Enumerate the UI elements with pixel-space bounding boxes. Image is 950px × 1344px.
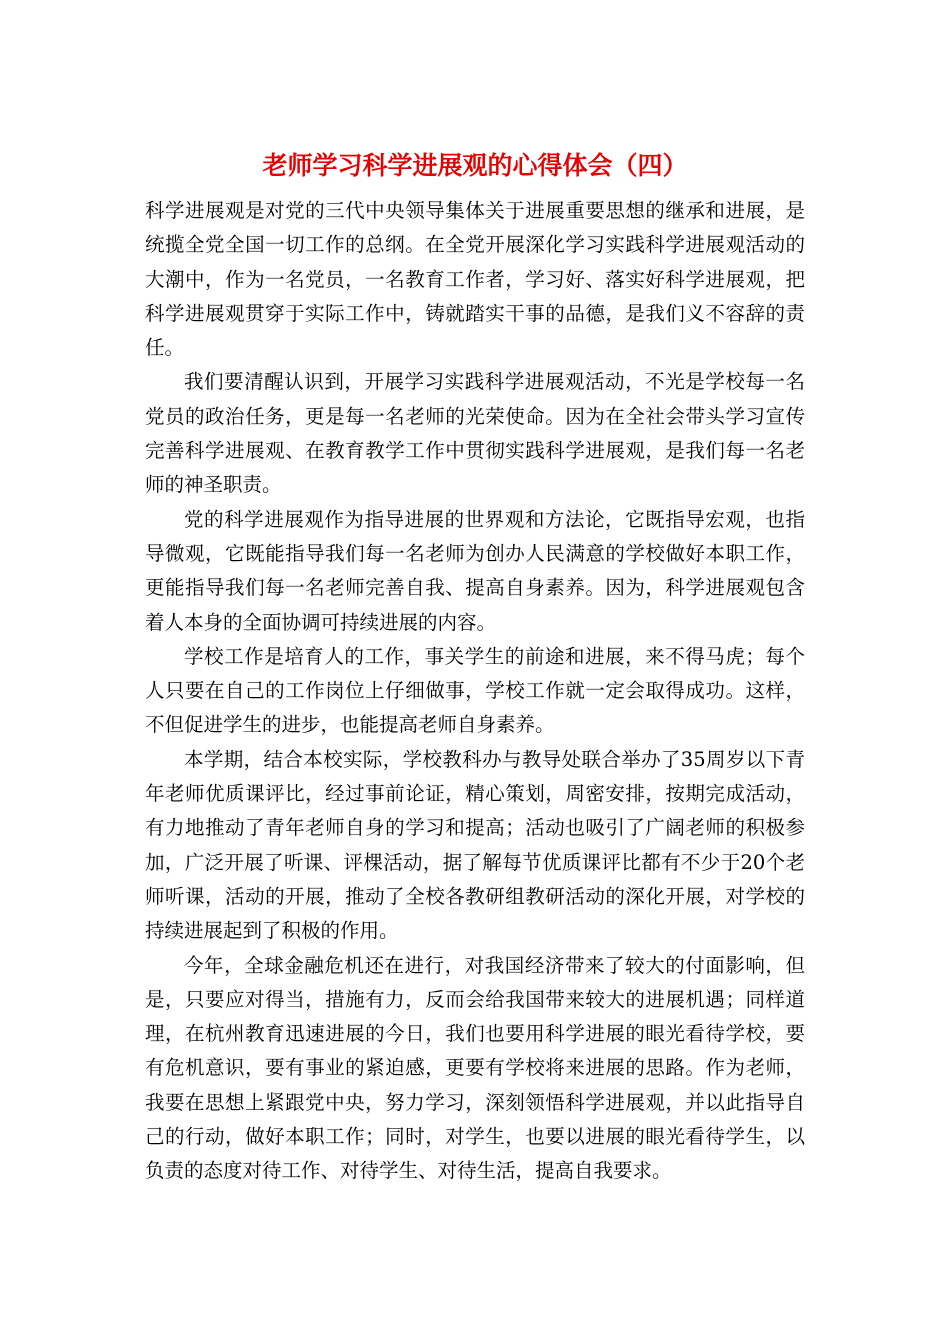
paragraph-3: 党的科学进展观作为指导进展的世界观和方法论，它既指导宏观，也指导微观，它既能指导我们每一名老师为创办人民满意的学校做好本职工作，更能指导我们每一名老师完善自我、提高自身素养。因为，科学进展观包含着人本身的全面协调可持续进展的内容。: [145, 507, 805, 634]
paragraph-5: 本学期，结合本校实际，学校教科办与教导处联合举办了35周岁以下青年老师优质课评比，经过事前论证，精心策划，周密安排，按期完成活动，有力地推动了青年老师自身的学习和提高；活动也吸引了广阔老师的积极参加，广泛开展了听课、评棵活动，据了解每节优质课评比都有不少于20个老师听课，活动的开展，推动了全校各教研组教研活动的深化开展，对学校的持续进展起到了积极的作用。: [145, 747, 805, 943]
document-title: 老师学习科学进展观的心得体会（四）: [262, 151, 688, 180]
paragraph-6: 今年，全球金融危机还在进行，对我国经济带来了较大的付面影响，但是，只要应对得当，措施有力，反而会给我国带来较大的进展机遇；同样道理，在杭州教育迅速进展的今日，我们也要用科学进展的眼光看待学校，要有危机意识，要有事业的紧迫感，更要有学校将来进展的思路。作为老师，我要在思想上紧跟党中央，努力学习，深刻领悟科学进展观，并以此指导自己的行动，做好本职工作；同时，对学生，也要以进展的眼光看待学生，以负责的态度对待工作、对待学生、对待生活，提高自我要求。: [145, 953, 805, 1183]
paragraph-4: 学校工作是培育人的工作，事关学生的前途和进展，来不得马虎；每个人只要在自己的工作岗位上仔细做事，学校工作就一定会取得成功。这样，不但促进学生的进步，也能提高老师自身素养。: [145, 644, 805, 737]
document-body: [145, 194, 805, 1189]
paragraph-1: 科学进展观是对党的三代中央领导集体关于进展重要思想的继承和进展，是统揽全党全国一切工作的总纲。在全党开展深化学习实践科学进展观活动的大潮中，作为一名党员，一名教育工作者，学习好、落实好科学进展观，把科学进展观贯穿于实际工作中，铸就踏实干事的品德，是我们义不容辞的责任。: [145, 199, 805, 360]
paragraph-2: 我们要清醒认识到，开展学习实践科学进展观活动，不光是学校每一名党员的政治任务，更是每一名老师的光荣使命。因为在全社会带头学习宣传完善科学进展观、在教育教学工作中贯彻实践科学进展观，是我们每一名老师的神圣职责。: [145, 370, 805, 497]
